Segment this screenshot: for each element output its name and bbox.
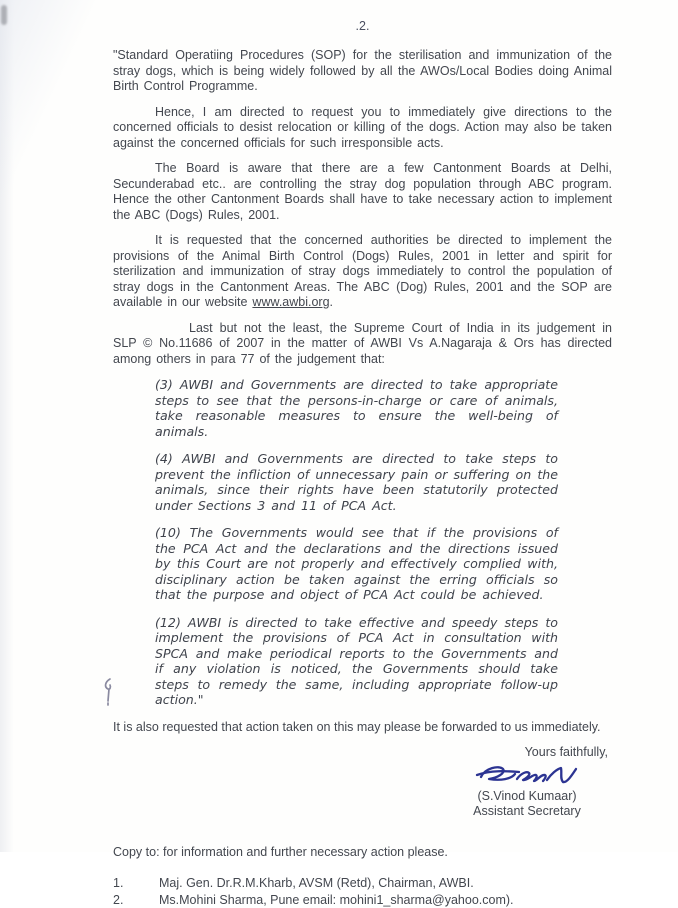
copy-item — [113, 893, 612, 908]
copy-item-number: 1. — [113, 876, 124, 890]
paragraph-cantonment-boards: The Board is aware that there are a few Cantonment Boards at Delhi, Secunderabad etc.. are controlling the stray dog population through ABC program. Hence the other Cantonment Boards shall have to take necessary action to implement the ABC (Dogs) Rules, 2001. — [113, 161, 612, 222]
judgement-quote-10: (10) The Governments would see that if the provisions of the PCA Act and the declarations and the directions issued by this Court are not properly and effectively complied with, disciplinary action be taken against the erring officials so that the purpose and object of PCA Act could be achieved. — [155, 525, 558, 602]
copy-to-list — [113, 876, 612, 908]
paragraph-abc-rules-period: . — [329, 295, 334, 309]
scan-artifact-corner — [1, 5, 7, 25]
signatory-name: (S.Vinod Kumaar) — [477, 789, 577, 803]
paragraph-supreme-court: Last but not the least, the Supreme Court of India in its judgement in SLP © No.11686 of 2007 in the matter of AWBI Vs A.Nagaraja & Ors has directed among others in para 77 of the judgement that: — [113, 320, 612, 366]
copy-to-heading: Copy to: for information and further necessary action please. — [113, 845, 448, 859]
signatory-title: Assistant Secretary — [473, 804, 581, 818]
copy-item-number: 2. — [113, 893, 124, 907]
closing-line: It is also requested that action taken on this may please be forwarded to us immediately. — [113, 719, 601, 734]
paragraph-abc-rules-text: It is requested that the concerned authorities be directed to implement the provisions of the Animal Birth Control (Dogs) Rules, 2001 in letter and spirit for sterilization and immunization of stray dogs immediately to control the population of stray dogs in the Cantonment Areas. The ABC (Dog) Rules, 2001 and the SOP are available in our website — [113, 233, 612, 309]
judgement-quote-12: (12) AWBI is directed to take effective and speedy steps to implement the provisions of PCA Act in consultation with SPCA and make periodical reports to the Governments and if any violation is noticed, the Governments should take steps to remedy the same, including appropriate follow-up action." — [155, 614, 558, 707]
copy-to-block — [113, 845, 612, 908]
signature-block — [442, 745, 612, 819]
copy-item-text: Ms.Mohini Sharma, Pune email: mohini1_sharma@yahoo.com). — [159, 893, 514, 907]
valediction: Yours faithfully, — [524, 745, 608, 759]
website-link: www.awbi.org — [252, 295, 330, 309]
copy-item-text: Maj. Gen. Dr.R.M.Kharb, AVSM (Retd), Chairman, AWBI. — [159, 876, 474, 890]
judgement-quote-3: (3) AWBI and Governments are directed to take appropriate steps to see that the persons-in-charge or care of animals, take reasonable measures to ensure the well-being of animals. — [155, 377, 558, 439]
paragraph-abc-rules — [113, 233, 612, 311]
handwritten-signature-icon — [442, 761, 612, 789]
page-number: .2. — [355, 19, 370, 33]
copy-item — [113, 876, 612, 891]
paragraph-sop: "Standard Operatiing Procedures (SOP) for the sterilisation and immunization of the stray dogs, which is being widely followed by all the AWOs/Local Bodies doing Animal Birth Control Programme. — [113, 48, 612, 93]
judgement-quote-4: (4) AWBI and Governments are directed to take steps to prevent the infliction of unnecessary pain or suffering on the animals, since their rights have been statutorily protected under Sections 3 and 11 of PCA Act. — [155, 451, 558, 513]
paragraph-directions: Hence, I am directed to request you to immediately give directions to the concerned officials to desist relocation or killing of the dogs. Action may also be taken against the concerned officials for such irresponsible acts. — [113, 104, 612, 150]
handwritten-tick-icon — [100, 676, 118, 715]
